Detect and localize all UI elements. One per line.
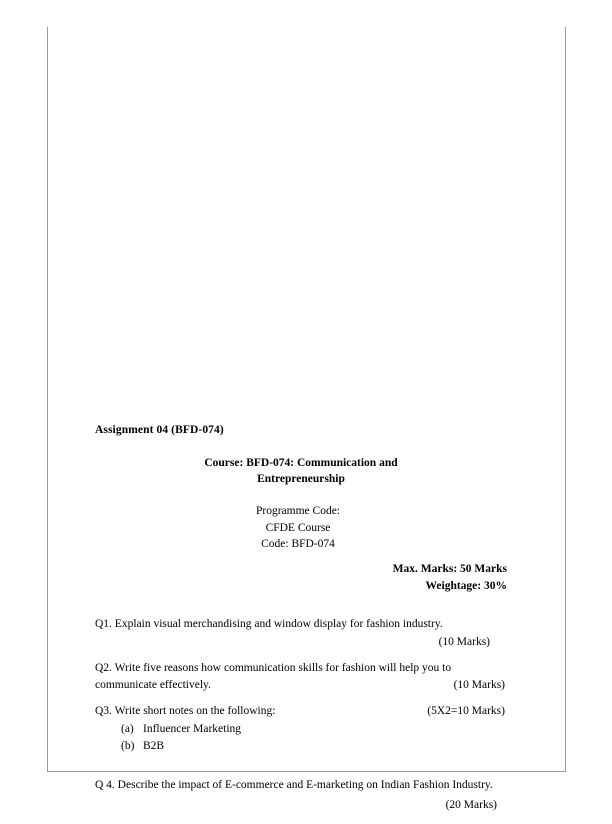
spacer [95, 764, 515, 777]
course-heading-line-2: Entrepreneurship [257, 472, 345, 485]
question-3-sub-b-label: B2B [143, 739, 165, 752]
question-3 [95, 703, 515, 755]
max-marks: Max. Marks: 50 Marks [392, 563, 507, 576]
question-3-marks: (5X2=10 Marks) [427, 705, 505, 718]
question-3-subitems [95, 721, 515, 756]
course-heading [95, 456, 515, 487]
question-1 [95, 616, 515, 651]
programme-details [95, 503, 515, 553]
question-3-head [95, 703, 515, 720]
question-3-sub-a-marker: (a) [121, 722, 134, 735]
weightage: Weightage: 30% [425, 579, 507, 592]
question-2-text-line-2: communicate effectively. [95, 679, 211, 692]
question-4 [95, 777, 515, 815]
question-1-text: Q1. Explain visual merchandising and window display for fashion industry. [95, 618, 443, 631]
course-code-line: Code: BFD-074 [261, 538, 335, 551]
programme-code-value: CFDE Course [265, 521, 331, 534]
question-3-text: Q3. Write short notes on the following: [95, 705, 276, 718]
question-4-marks: (20 Marks) [445, 799, 497, 812]
question-3-sub-a-label: Influencer Marketing [143, 722, 242, 735]
assignment-title: Assignment 04 (BFD-074) [95, 424, 224, 436]
list-item [121, 738, 515, 755]
question-3-sub-b-marker: (b) [121, 739, 135, 752]
question-4-text: Q 4. Describe the impact of E-commerce and E-marketing on Indian Fashion Industry. [95, 779, 493, 792]
question-2-marks: (10 Marks) [453, 679, 505, 692]
question-2 [95, 660, 515, 695]
programme-code-label: Programme Code: [256, 505, 340, 518]
question-1-marks: (10 Marks) [438, 635, 490, 648]
course-heading-line-1: Course: BFD-074: Communication and [204, 457, 398, 469]
list-item [121, 721, 515, 738]
marks-details [95, 561, 515, 594]
question-2-second-line [95, 677, 515, 694]
document-content [95, 424, 515, 824]
question-2-text-line-1: Q2. Write five reasons how communication skills for fashion will help you to [95, 661, 452, 674]
